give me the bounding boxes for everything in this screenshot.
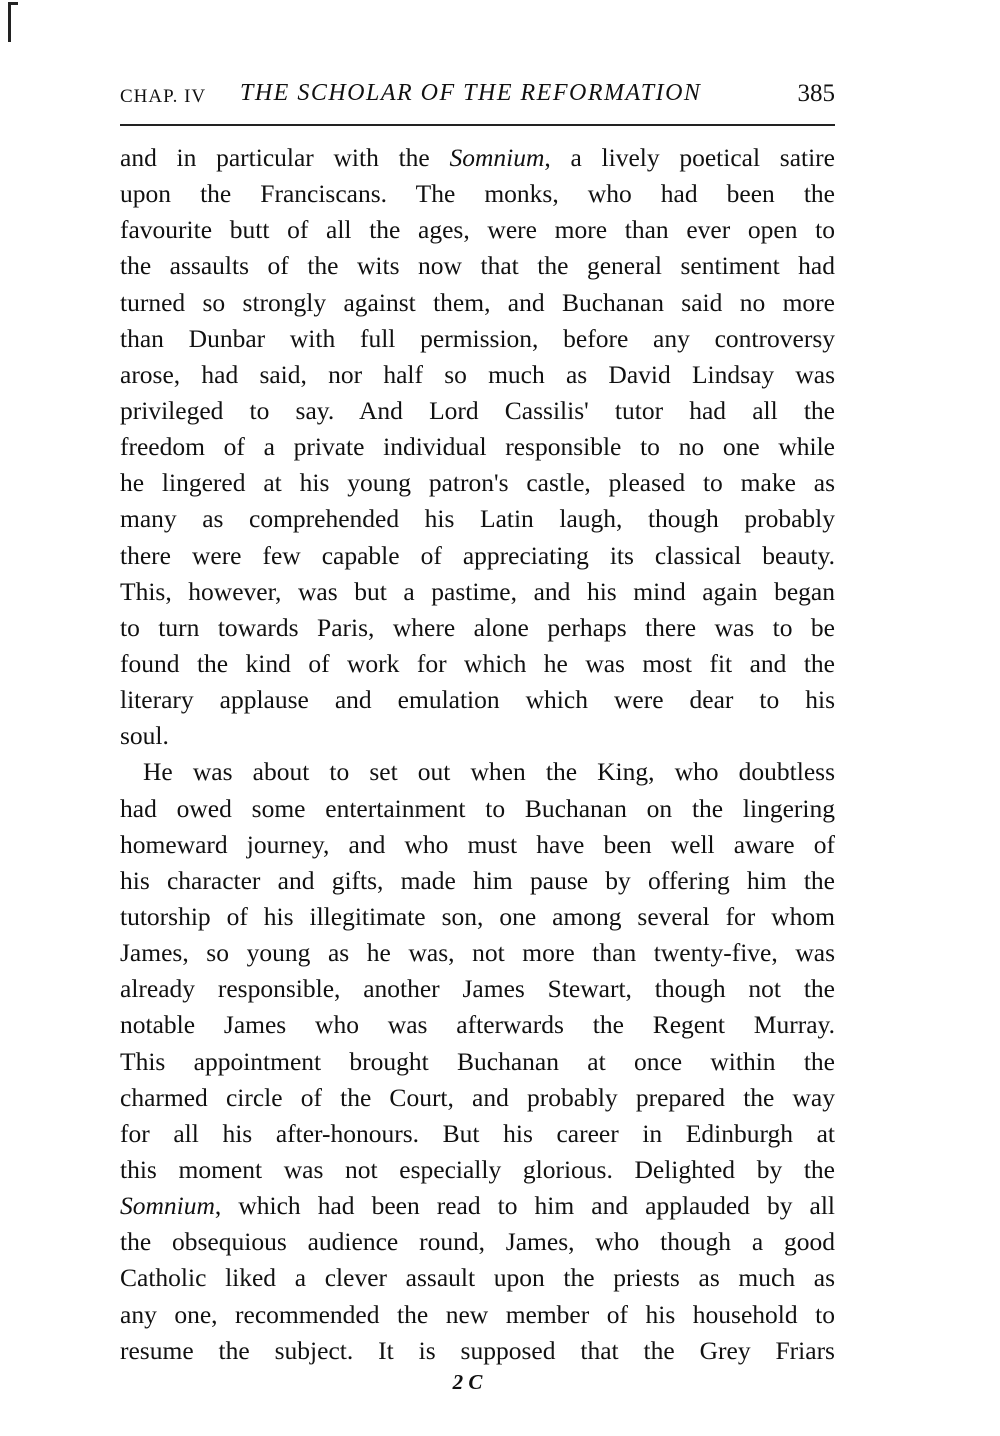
line-text: this moment was not especially glorious. Delighted by the bbox=[120, 1154, 835, 1184]
text-line bbox=[120, 357, 835, 393]
text-line bbox=[120, 321, 835, 357]
line-text: many as comprehended his Latin laugh, though probably bbox=[120, 504, 835, 534]
running-title: THE SCHOLAR OF THE REFORMATION bbox=[240, 80, 702, 106]
text-line bbox=[120, 1333, 835, 1369]
running-header bbox=[120, 80, 835, 116]
line-text: had owed some entertainment to Buchanan on the lingering bbox=[120, 793, 835, 823]
line-text: This appointment brought Buchanan at once within the bbox=[120, 1046, 835, 1076]
line-text: He was about to set out when the King, who doubtless bbox=[143, 757, 835, 787]
line-text: upon the Franciscans. The monks, who had been the bbox=[120, 179, 835, 209]
text-line bbox=[120, 1297, 835, 1333]
text-line bbox=[120, 718, 835, 754]
line-text: literary applause and emulation which were dear to his bbox=[120, 685, 835, 715]
line-text: and in particular with the bbox=[120, 143, 450, 172]
text-line bbox=[120, 574, 835, 610]
line-text: tutorship of his illegitimate son, one among several for whom bbox=[120, 901, 835, 931]
text-line bbox=[120, 1260, 835, 1296]
text-line bbox=[120, 212, 835, 248]
body-text bbox=[120, 140, 835, 1369]
line-text: arose, had said, nor half so much as David Lindsay was bbox=[120, 359, 835, 389]
text-line bbox=[120, 1224, 835, 1260]
text-line bbox=[120, 429, 835, 465]
line-text: , a lively poetical satire bbox=[544, 143, 835, 172]
text-line bbox=[120, 899, 835, 935]
line-text: to turn towards Paris, where alone perhaps there was to be bbox=[120, 612, 835, 642]
line-text: for all his after-honours. But his career in Edinburgh at bbox=[120, 1118, 835, 1148]
text-line bbox=[120, 285, 835, 321]
text-line bbox=[120, 1152, 835, 1188]
scan-edge-mark bbox=[8, 2, 11, 42]
text-line bbox=[120, 791, 835, 827]
line-text: turned so strongly against them, and Buchanan said no more bbox=[120, 287, 835, 317]
line-text: homeward journey, and who must have been well aware of bbox=[120, 829, 835, 859]
line-text: any one, recommended the new member of his household to bbox=[120, 1299, 835, 1329]
text-line bbox=[120, 393, 835, 429]
line-text: the obsequious audience round, James, who though a good bbox=[120, 1227, 835, 1257]
line-text: charmed circle of the Court, and probably prepared the way bbox=[120, 1082, 835, 1112]
text-line bbox=[120, 827, 835, 863]
text-line bbox=[120, 1044, 835, 1080]
chapter-label: CHAP. IV bbox=[120, 86, 207, 107]
line-text: found the kind of work for which he was most fit and the bbox=[120, 648, 835, 678]
text-line bbox=[120, 754, 835, 790]
line-text: privileged to say. And Lord Cassilis' tutor had all the bbox=[120, 395, 835, 425]
text-line bbox=[120, 465, 835, 501]
text-line bbox=[120, 140, 835, 176]
text-line bbox=[120, 1080, 835, 1116]
line-text: he lingered at his young patron's castle, pleased to make as bbox=[120, 468, 835, 498]
text-line bbox=[120, 1188, 835, 1224]
line-text: notable James who was afterwards the Regent Murray. bbox=[120, 1010, 835, 1040]
line-text: James, so young as he was, not more than twenty-five, was bbox=[120, 938, 835, 968]
line-text: freedom of a private individual responsible to no one while bbox=[120, 432, 835, 462]
header-rule bbox=[120, 124, 835, 126]
text-line bbox=[120, 176, 835, 212]
page-number: 385 bbox=[797, 80, 835, 107]
text-line bbox=[120, 682, 835, 718]
line-text: Catholic liked a clever assault upon the priests as much as bbox=[120, 1263, 835, 1293]
text-line bbox=[120, 646, 835, 682]
line-text: This, however, was but a pastime, and his mind again began bbox=[120, 576, 835, 606]
italic-title-text: Somnium bbox=[449, 143, 545, 172]
line-text: his character and gifts, made him pause by offering him the bbox=[120, 865, 835, 895]
text-line bbox=[120, 1007, 835, 1043]
italic-title-text: Somnium bbox=[120, 1191, 215, 1221]
line-text: resume the subject. It is supposed that the Grey Friars bbox=[120, 1335, 835, 1365]
line-text: , which had been read to him and applauded by all bbox=[214, 1191, 835, 1221]
line-text: soul. bbox=[120, 721, 169, 751]
line-text: already responsible, another James Stewart, though not the bbox=[120, 974, 835, 1004]
text-line bbox=[120, 863, 835, 899]
text-line bbox=[120, 501, 835, 537]
text-line bbox=[120, 248, 835, 284]
text-line bbox=[120, 935, 835, 971]
text-line bbox=[120, 610, 835, 646]
line-text: there were few capable of appreciating its classical beauty. bbox=[120, 540, 835, 570]
text-line bbox=[120, 971, 835, 1007]
signature-mark: 2 C bbox=[452, 1370, 483, 1394]
line-text: than Dunbar with full permission, before any controversy bbox=[120, 323, 835, 353]
text-line bbox=[120, 1116, 835, 1152]
text-line bbox=[120, 538, 835, 574]
line-text: the assaults of the wits now that the general sentiment had bbox=[120, 251, 835, 281]
line-text: favourite butt of all the ages, were more than ever open to bbox=[120, 215, 835, 245]
scan-edge-mark-top bbox=[8, 2, 18, 5]
